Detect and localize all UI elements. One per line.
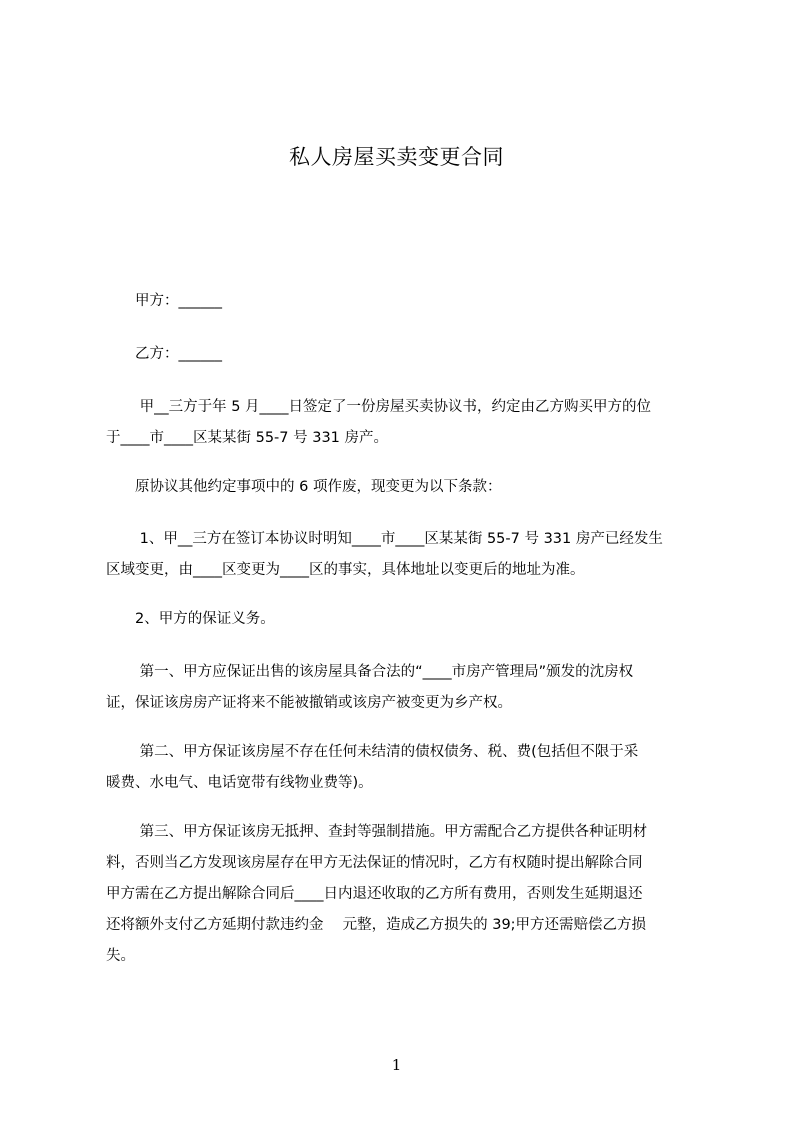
clause-1 bbox=[106, 524, 706, 586]
guarantee-first bbox=[106, 657, 706, 719]
text-line: 还将额外支付乙方延期付款违约金 元整，造成乙方损失的 39;甲方还需赔偿乙方损 bbox=[106, 917, 647, 933]
text-line: 第二、甲方保证该房屋不存在任何未结清的债权债务、税、费(包括但不限于采 bbox=[106, 744, 639, 760]
guarantee-second bbox=[106, 737, 706, 799]
text-line: 第三、甲方保证该房无抵押、查封等强制措施。甲方需配合乙方提供各种证明材 bbox=[106, 824, 648, 840]
text-line: 乙方：______ bbox=[106, 346, 222, 362]
text-line: 区域变更，由____区变更为____区的事实，具体地址以变更后的地址为准。 bbox=[106, 562, 585, 578]
page-number: 1 bbox=[391, 1056, 402, 1074]
clause-2-heading bbox=[106, 604, 706, 635]
text-line: 第一、甲方应保证出售的该房屋具备合法的“____市房产管理局”颁发的沈房权 bbox=[106, 664, 634, 680]
party-b-line bbox=[106, 339, 706, 370]
document-title: 私人房屋买卖变更合同 bbox=[289, 145, 504, 169]
text-line: 甲方：______ bbox=[106, 293, 222, 309]
text-line: 于____市____区某某街 55-7 号 331 房产。 bbox=[106, 430, 389, 446]
paragraph-original-agreement bbox=[106, 472, 706, 503]
text-line: 证，保证该房房产证将来不能被撤销或该房产被变更为乡产权。 bbox=[106, 695, 512, 711]
text-line: 料，否则当乙方发现该房屋存在甲方无法保证的情况时，乙方有权随时提出解除合同 bbox=[106, 855, 643, 871]
paragraph-background bbox=[106, 392, 706, 454]
text-line: 2、甲方的保证义务。 bbox=[106, 611, 275, 627]
guarantee-third bbox=[106, 817, 706, 972]
text-line: 失。 bbox=[106, 948, 135, 964]
text-line: 暖费、水电气、电话宽带有线物业费等)。 bbox=[106, 775, 373, 791]
text-line: 甲方需在乙方提出解除合同后____日内退还收取的乙方所有费用，否则发生延期退还 bbox=[106, 886, 643, 902]
text-line: 1、甲__三方在签订本协议时明知____市____区某某街 55-7 号 331 房产已经发生 bbox=[106, 531, 663, 547]
party-a-line bbox=[106, 286, 706, 317]
text-line: 甲__三方于年 5 月____日签定了一份房屋买卖协议书，约定由乙方购买甲方的位 bbox=[106, 399, 652, 415]
text-line: 原协议其他约定事项中的 6 项作废，现变更为以下条款： bbox=[106, 479, 502, 495]
